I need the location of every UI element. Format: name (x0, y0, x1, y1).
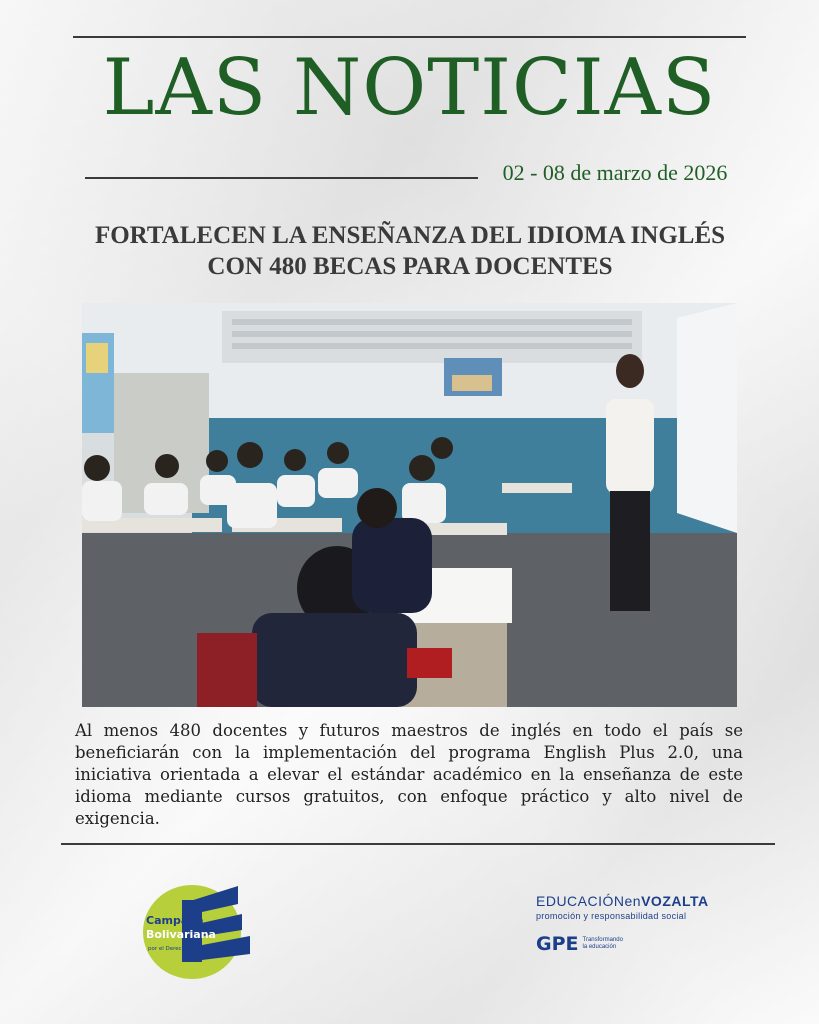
gpe-mark: GPE (536, 933, 579, 955)
gpe-tagline-2: la educación (582, 944, 617, 950)
article-headline (60, 220, 760, 282)
campana-bolivariana-logo (142, 880, 254, 980)
educacion-en-voz-alta-logo: EDUCACIÓNenVOZALTA (536, 893, 709, 909)
svg-text:Bolivariana: Bolivariana (146, 928, 216, 941)
gpe-tagline-1: Transformando (582, 937, 623, 943)
headline-line-2: CON 480 BECAS PARA DOCENTES (207, 253, 613, 280)
article-body: Al menos 480 docentes y futuros maestros de inglés en todo el país se beneficiarán con la implementación del programa English Plus 2.0, una iniciativa orientada a elevar el estándar académico en la enseñanza de este idioma mediante cursos gratuitos, con enfoque práctico y alto nivel de exigencia. (75, 721, 743, 828)
bottom-rule (61, 843, 775, 845)
educacion-en-voz-alta-tagline: promoción y responsabilidad social (536, 911, 687, 921)
masthead-title: LAS NOTICIAS (102, 43, 717, 133)
date-rule (85, 177, 478, 179)
issue-date: 02 - 08 de marzo de 2026 (502, 160, 728, 185)
classroom-photo (82, 303, 737, 707)
svg-text:Campaña: Campaña (146, 914, 204, 927)
partner-logos (536, 893, 736, 973)
headline-line-1: FORTALECEN LA ENSEÑANZA DEL IDIOMA INGLÉS (94, 222, 726, 249)
gpe-logo (536, 933, 736, 955)
svg-text:por el Derecho a la Educación: por el Derecho a la Educación (148, 946, 231, 952)
